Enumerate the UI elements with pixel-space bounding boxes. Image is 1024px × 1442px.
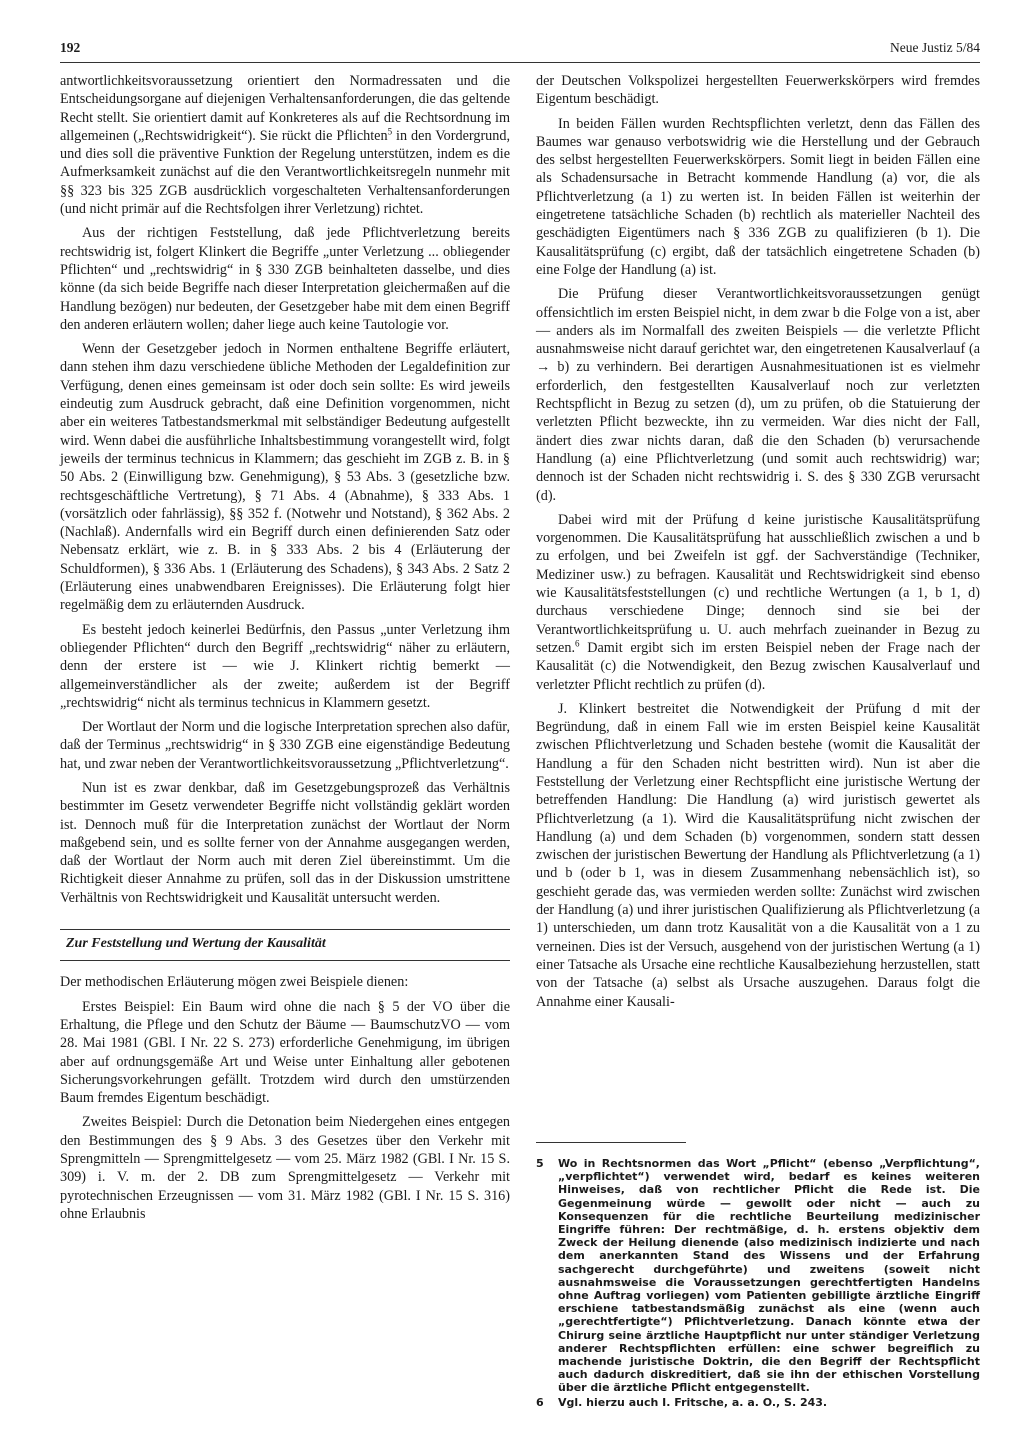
paragraph-text: in den Vordergrund, und dies soll die präventive Funktion der Regelung unterstützen, indem es die Aufmerksamkeit zunächst auf die den Verantwortlichkeitsregeln nunmehr mit §§ 323 bis 325 ZGB ausdrücklich vorgeschalteten Verhaltensanforderungen (und nicht primär auf die Rechtsfolgen ihrer Verletzung) richtet. — [60, 127, 510, 218]
paragraph: In beiden Fällen wurden Rechtspflichten verletzt, denn das Fällen des Baumes war genauso verbotswidrig wie die Herstellung und der Gebrauch des selbst hergestellten Feuerwerkskörpers. Somit liegt in beiden Fällen eine als Schadensursache in Betracht kommende Handlung (a) vor, die als Pflichtverletzung (a 1) zu werten ist. In beiden Fällen ist weiterhin der eingetretene tatsächliche Schaden (b) rechtlich als materieller Nachteil des geschädigten Eigentümers nach § 336 ZGB zu qualifizieren (b 1). Die Kausalitätsprüfung (c) ergibt, daß der tatsächlich eingetretene Schaden (b) eine Folge der Handlung (a) ist. — [536, 115, 980, 278]
paragraph: J. Klinkert bestreitet die Notwendigkeit der Prüfung d mit der Begründung, daß in einem Fall wie im ersten Beispiel keine Kausalität zwischen Pflichtverletzung und Schaden bestehe (womit die Kausalität der Handlung a für den Schaden nicht bestritten wird). Nun ist aber die Feststellung der Verletzung einer Rechtspflicht eine juristische Wertung der betreffenden Handlung: Die Handlung (a) wird juristisch gewertet als Pflichtverletzung (a 1). Wird die Kausalitätsprüfung nicht zwischen der Handlung (a) und dem Schaden (b) vorgenommen, sondern statt dessen zwischen der juristischen Bewertung der Handlung als Pflichtverletzung (a 1) und b (oder b 1, was in diesem Zusammenhang nebensächlich ist), so geschieht gerade das, was vermieden werden sollte: Zunächst wird zwischen der Handlung (a) und ihrer juristischen Qualifizierung als Pflichtverletzung (a 1) unterschieden, um dann trotz Kausalität von a die Kausalität von a 1 zu verneinen. Dies ist der Versuch, ausgehend von der juristischen Wertung (a 1) einer Tatsache als Ursache eine rechtliche Kausalbeziehung herzustellen, statt von der Tatsache (a) selbst als Ursache auszugehen. Daraus folgt die Annahme einer Kausali- — [536, 700, 980, 1010]
footnote-number: 5 — [536, 1157, 544, 1170]
footnote — [536, 1157, 980, 1395]
paragraph-text: Damit ergibt sich im ersten Beispiel neben der Frage nach der Kausalität (c) die Notwendigkeit, den Bezug zwischen Kausalverlauf und verletzter Pflicht rechtlich zu prüfen (d). — [536, 639, 980, 693]
left-column — [60, 72, 510, 1229]
paragraph: Es besteht jedoch keinerlei Bedürfnis, den Passus „unter Verletzung ihm obliegender Pflichten“ durch den Begriff „rechtswidrig“ näher zu erläutern, denn der erstere ist — wie J. Klinkert richtig bemerkt — allgemeinverständlicher als der zweite; außerdem ist der Begriff „rechtswidrig“ nicht als terminus technicus in Klammern gesetzt. — [60, 621, 510, 711]
journal-issue: Neue Justiz 5/84 — [890, 40, 980, 55]
paragraph: Erstes Beispiel: Ein Baum wird ohne die nach § 5 der VO über die Erhaltung, die Pflege und den Schutz der Bäume — BaumschutzVO — vom 28. Mai 1981 (GBl. I Nr. 22 S. 273) erforderliche Genehmigung, im übrigen aber auf ordnungsgemäße Art und Weise unter Einhaltung aller gebotenen Sicherungsvorkehrungen gefällt. Trotzdem wird durch den umstürzenden Baum fremdes Eigentum beschädigt. — [60, 998, 510, 1107]
paragraph: Zweites Beispiel: Durch die Detonation beim Niedergehen eines entgegen den Bestimmungen des § 9 Abs. 3 des Gesetzes über den Verkehr mit Sprengmitteln — Sprengmittelgesetz — vom 25. März 1982 (GBl. I Nr. 15 S. 309) i. V. m. der 2. DB zum Sprengmittelgesetz — Verkehr mit pyrotechnischen Erzeugnissen — vom 31. März 1982 (GBl. I Nr. 15 S. 316) ohne Erlaubnis — [60, 1114, 510, 1222]
footnotes — [536, 1142, 980, 1410]
paragraph: Nun ist es zwar denkbar, daß im Gesetzgebungsprozeß das Verhältnis bestimmter im Gesetz verwendeter Begriffe nicht vollständig geklärt worden ist. Dennoch muß für die Interpretation zunächst der Wortlaut der Norm maßgebend sein, und es sollte ferner von der Annahme ausgegangen werden, daß der Wortlaut der Norm auch mit deren Ziel übereinstimmt. Um die Richtigkeit dieser Annahme zu prüfen, soll das in der Diskussion umstrittene Verhältnis von Rechtswidrigkeit und Kausalität untersucht werden. — [60, 779, 510, 906]
footnote-rule — [536, 1142, 686, 1143]
footnote-ref: 6 — [575, 638, 580, 649]
paragraph-text: Dabei wird mit der Prüfung d keine juristische Kausalitätsprüfung vorgenommen. Die Kausalitätsprüfung hat ausschließlich zwischen a und b zu erfolgen, und bei Zweifeln ist ggf. der Sachverständige (Techniker, Mediziner usw.) zu befragen. Kausalität und Rechtswidrigkeit sind ebenso wie Kausalitätsfeststellungen (c) und rechtliche Wertungen (a 1, b 1, d) durchaus verschiedene Dinge; dennoch sind sie bei der Verantwortlichkeitsprüfung u. U. auch mehrfach zueinander in Bezug zu setzen. — [536, 511, 980, 656]
footnote-text: Vgl. hierzu auch I. Fritsche, a. a. O., S. 243. — [558, 1395, 828, 1409]
paragraph — [536, 511, 980, 694]
footnote — [536, 1396, 980, 1409]
footnote-text: Wo in Rechtsnormen das Wort „Pflicht“ (ebenso „Verpflichtung“, „verpflichtet“) verwendet wird, bedarf es keines weiteren Hinweises, daß von rechtlicher Pflicht die Rede ist. Die Gegenmeinung würde — gewollt oder nicht — auch zu Konsequenzen für die rechtliche Beurteilung medizinischer Eingriffe führen: Der rechtmäßige, d. h. erstens objektiv dem Zweck der Heilung dienende (also medizinisch indizierte und nach dem anerkannten Stand des Wissens und der Erfahrung sachgerecht durchgeführte) und zweitens (soweit nicht ausnahmsweise die Voraussetzungen gerechtfertigten Handelns ohne Auftrag vorliegen) vom Patienten gebilligte ärztliche Eingriff erschiene tatbestandsmäßig zunächst als eine (wenn auch „gerechtfertigte“) Pflichtverletzung. Danach könnte etwa der Chirurg seine ärztliche Hauptpflicht nur unter ständiger Verletzung anderer Rechtspflichten erfüllen: eine schwer begreiflich zu machende juristische Doktrin, die den Begriff der Rechtspflicht auch dadurch diskreditiert, daß sie ihn der ethischen Vorstellung über die ärztliche Pflicht entgegenstellt. — [558, 1157, 980, 1395]
header-rule — [60, 62, 980, 63]
paragraph: Der methodischen Erläuterung mögen zwei Beispiele dienen: — [60, 974, 409, 991]
paragraph-text: antwortlichkeitsvoraussetzung orientiert den Normadressaten und die Entscheidungsorgane auf diejenigen Verhaltensanforderungen, die das geltende Recht stellt. Sie orientiert damit auf Konkreteres als auf die Rechtsordnung im allgemeinen („Rechtswidrigkeit“). Sie rückt die Pflichten — [60, 73, 510, 144]
footnote-ref: 5 — [387, 126, 393, 137]
paragraph: Die Prüfung dieser Verantwortlichkeitsvoraussetzungen genügt offensichtlich im ersten Beispiel nicht, in dem zwar b die Folge von a ist, aber — anders als im Normalfall des zweiten Beispiels — die verletzte Pflicht ausnahmsweise nicht darauf gerichtet war, den eingetretenen Kausalverlauf (a → b) zu verhindern. Bei derartigen Ausnahmesituationen ist es vielmehr erforderlich, den festgestellten Kausalverlauf noch zur verletzten Rechtspflicht in Bezug zu setzen (d), um zu prüfen, ob die Statuierung der verletzten Pflicht bezweckte, ihn zu vermeiden. War dies nicht der Fall, ändert dies zwar nichts daran, daß die den Schaden (b) verursachende Handlung (a) eine Pflichtverletzung (und somit auch rechtswidrig) war; dennoch ist der Schaden nicht rechtswidrig i. S. des § 330 ZGB verursacht (d). — [536, 286, 980, 504]
footnote-number: 6 — [536, 1395, 544, 1409]
page-header — [60, 40, 980, 62]
paragraph: der Deutschen Volkspolizei hergestellten Feuerwerkskörpers wird fremdes Eigentum beschädigt. — [536, 73, 980, 108]
page-number: 192 — [60, 40, 81, 55]
paragraph: Wenn der Gesetzgeber jedoch in Normen enthaltene Begriffe erläutert, dann stehen ihm dazu verschiedene übliche Methoden der Legaldefinition zur Verfügung, denen eines gemeinsam ist oder doch sein sollte: Es wird jeweils eindeutig zum Ausdruck gebracht, daß eine Definition vorgenommen, nicht aber ein weiteres Tatbestandsmerkmal mit selbständiger Bedeutung aufgestellt wird. Wenn dabei die ausführliche Inhaltsbestimmung vorangestellt wird, folgt jeweils der terminus technicus in Klammern; das geschieht im ZGB z. B. in § 50 Abs. 2 (Einwilligung bzw. Genehmigung), § 53 Abs. 3 (gesetzliche bzw. rechtsgeschäftliche Vertretung), § 71 Abs. 4 (Abnahme), § 333 Abs. 1 (vorsätzlich oder fahrlässig), §§ 352 f. (Notwehr und Notstand), § 362 Abs. 2 (Nachlaß). Andernfalls wird ein Begriff durch einen definierenden Satz oder Nebensatz erklärt, wie z. B. in § 333 Abs. 2 bis 4 (Erläuterung der Schuldformen), § 336 Abs. 1 (Erläuterung des Schadens), § 343 Abs. 2 Satz 2 (Erläuterung eines unabwendbaren Ereignisses). Die Erläuterung folgt hier regelmäßig dem zu erläuternden Ausdruck. — [60, 341, 510, 614]
right-column — [536, 72, 980, 1017]
paragraph: Aus der richtigen Feststellung, daß jede Pflichtverletzung bereits rechtswidrig ist, folgert Klinkert die Begriffe „unter Verletzung ... obliegender Pflichten“ und „rechtswidrig“ in § 330 ZGB beinhalteten dasselbe, und dies könne (da sich beide Begriffe nach dieser Interpretation gleichermaßen auf die Handlung bezögen) nur bedeuten, der Gesetzgeber habe mit dem einen Begriff den anderen erläutern wollen; daher liege auch keine Tautologie vor. — [60, 225, 510, 333]
paragraph: Der Wortlaut der Norm und die logische Interpretation sprechen also dafür, daß der Terminus „rechtswidrig“ in § 330 ZGB eine eigenständige Bedeutung hat, und zwar neben der Verantwortlichkeitsvoraussetzung „Pflichtverletzung“. — [60, 719, 510, 772]
section-heading: Zur Feststellung und Wertung der Kausalität — [60, 929, 510, 961]
paragraph — [60, 72, 510, 218]
